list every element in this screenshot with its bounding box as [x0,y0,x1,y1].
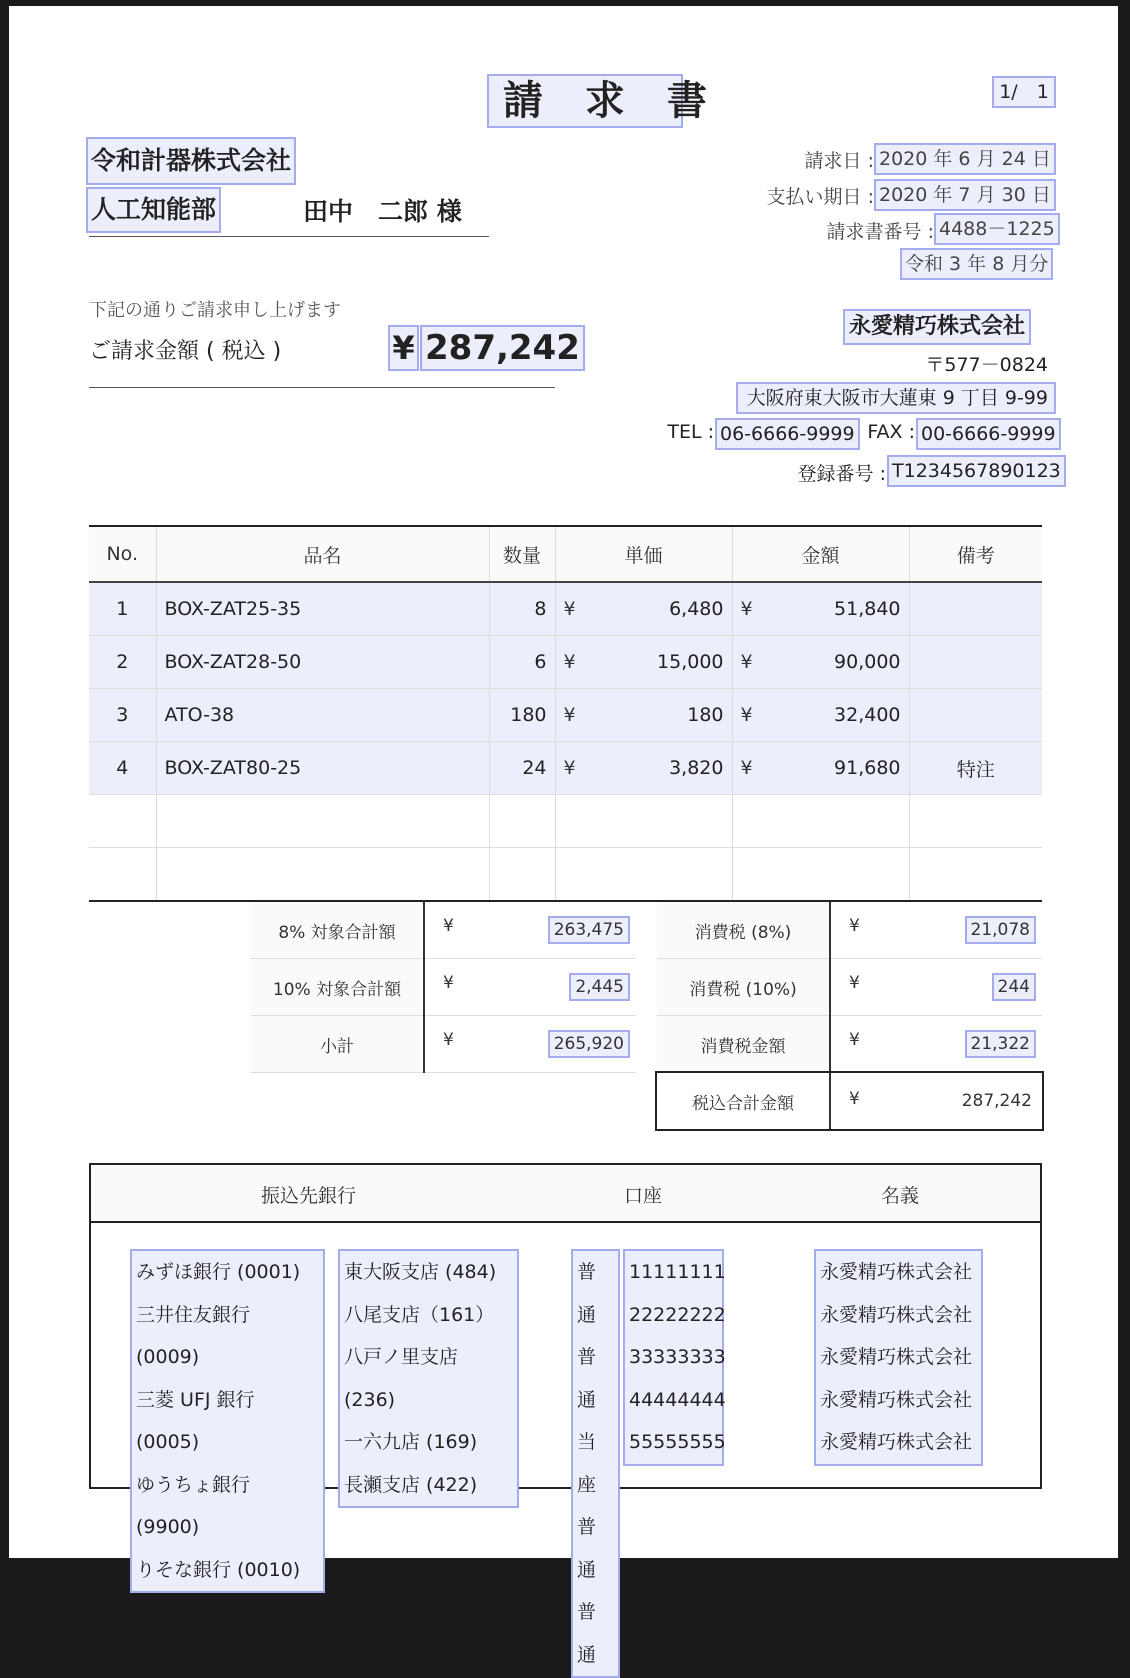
row-qty: 6 [489,636,555,689]
account-number: 44444444 [629,1388,726,1411]
row-amount-value: 32,400 [834,704,901,726]
bank-branch: 八尾支店（161） [344,1303,495,1326]
bank-header-account: 口座 [624,1185,663,1207]
account-holder: 永愛精巧株式会社 [820,1346,973,1368]
summary-row [251,1016,636,1073]
recipient-person: 田中 二郎 様 [303,197,462,226]
header-no: No. [89,526,156,582]
row-amount-value: 90,000 [834,651,901,673]
row-no: 4 [89,742,156,795]
row-name: BOX-ZAT80-25 [156,742,489,795]
account-number: 22222222 [629,1303,726,1326]
summary-label: 8% 対象合計額 [251,902,424,959]
account-number: 11111111 [629,1261,726,1283]
row-amount-value: 91,680 [834,757,901,779]
table-row [89,689,1042,742]
yen-mark: ¥ [740,598,753,620]
row-no: 2 [89,636,156,689]
bank-branch: 一六九店 (169) [344,1431,478,1453]
bank-names [130,1249,325,1593]
row-qty: 180 [489,689,555,742]
row-price-value: 15,000 [657,651,724,673]
bank-header-bank: 振込先銀行 [261,1185,357,1207]
yen-mark: ¥ [563,757,576,779]
bank-branches [338,1249,519,1508]
account-number: 55555555 [629,1431,726,1453]
bank-name: ゆうちょ銀行 (9900) [136,1473,251,1538]
due-date: 2020 年 7 月 30 日 [874,179,1056,211]
issuer-fax: 00-6666-9999 [916,418,1061,450]
summary-row [251,959,636,1016]
account-holder: 永愛精巧株式会社 [820,1388,973,1411]
row-amount [732,689,909,742]
account-holder: 永愛精巧株式会社 [820,1431,973,1453]
yen-mark: ¥ [849,916,860,936]
invoice-number-label: 請求書番号 : [826,221,934,243]
summary-value [830,959,1042,1016]
row-qty: 24 [489,742,555,795]
header-unit-price: 単価 [555,526,732,582]
row-name: ATO-38 [156,689,489,742]
items-header-row [89,526,1042,582]
row-price [555,636,732,689]
summary-label: 10% 対象合計額 [251,959,424,1016]
yen-mark: ¥ [443,1030,454,1050]
bank-name: みずほ銀行 (0001) [136,1261,301,1283]
bank-branch: 東大阪支店 (484) [344,1261,497,1283]
account-type: 普通 [577,1516,597,1581]
summary-value [424,902,636,959]
row-amount-value: 51,840 [834,598,901,620]
row-price-value: 180 [687,704,724,726]
bank-name: りそな銀行 (0010) [136,1558,301,1581]
grand-total-label: 税込合計金額 [657,1073,830,1130]
row-amount [732,636,909,689]
account-number: 33333333 [629,1346,726,1368]
table-row [89,742,1042,795]
tax-table [657,902,1042,1129]
row-price [555,689,732,742]
invoice-number: 4488－1225 [934,213,1060,245]
bank-branch: 長瀬支店 (422) [344,1473,478,1496]
bank-header [91,1165,1040,1223]
account-types [571,1249,620,1678]
account-type: 普通 [577,1601,597,1666]
account-type: 当座 [577,1431,597,1496]
page-number: 1/ 1 [992,76,1056,108]
summary-value [830,1016,1042,1073]
billing-period: 令和 3 年 8 月分 [900,248,1053,280]
summary-amount: 21,078 [965,916,1036,944]
yen-mark: ¥ [563,598,576,620]
row-qty: 8 [489,582,555,636]
row-no: 1 [89,582,156,636]
yen-mark: ¥ [740,651,753,673]
row-amount [732,742,909,795]
summary-value [830,902,1042,959]
header-name: 品名 [156,526,489,582]
summary-row [657,959,1042,1016]
fax-label: FAX : [867,421,915,443]
subtotal-table [251,902,636,1073]
summary-label: 小計 [251,1016,424,1073]
bank-name: 三菱 UFJ 銀行 (0005) [136,1388,255,1453]
header-amount: 金額 [732,526,909,582]
registration-number: T1234567890123 [887,455,1066,487]
summary-amount: 21,322 [965,1030,1036,1058]
summary-amount: 244 [992,973,1036,1001]
yen-mark: ¥ [849,973,860,993]
summary-amount: 2,445 [569,973,630,1001]
yen-mark: ¥ [849,1089,860,1109]
row-price [555,582,732,636]
invoice-date: 2020 年 6 月 24 日 [874,143,1056,175]
tel-label: TEL : [667,421,714,443]
header-note: 備考 [909,526,1042,582]
yen-mark: ¥ [740,704,753,726]
row-note: 特注 [909,742,1042,795]
summary-label: 消費税 (8%) [657,902,830,959]
amount-yen: ¥ [388,325,419,371]
amount-underline [89,387,555,388]
amount-total: 287,242 [420,325,585,371]
row-name: BOX-ZAT25-35 [156,582,489,636]
account-holder: 永愛精巧株式会社 [820,1261,973,1283]
row-amount [732,582,909,636]
due-date-label: 支払い期日 : [766,186,874,208]
table-row [89,582,1042,636]
issuer-tel: 06-6666-9999 [715,418,860,450]
summary-value [424,959,636,1016]
summary-row [657,1016,1042,1073]
table-row-empty [89,795,1042,848]
bank-header-holder: 名義 [881,1185,920,1207]
account-holder: 永愛精巧株式会社 [820,1303,973,1326]
yen-mark: ¥ [443,916,454,936]
amount-label: ご請求金額 ( 税込 ) [89,339,282,364]
row-price-value: 3,820 [669,757,724,779]
yen-mark: ¥ [563,704,576,726]
table-row [89,636,1042,689]
recipient-underline [89,236,489,237]
account-holders [814,1249,983,1466]
table-row-empty [89,848,1042,902]
yen-mark: ¥ [740,757,753,779]
account-type: 普通 [577,1346,597,1411]
summary-label: 消費税金額 [657,1016,830,1073]
row-no: 3 [89,689,156,742]
row-name: BOX-ZAT28-50 [156,636,489,689]
summary-row [251,902,636,959]
row-price [555,742,732,795]
grand-total-amount: 287,242 [961,1091,1032,1111]
summary-amount: 263,475 [548,916,630,944]
yen-mark: ¥ [563,651,576,673]
account-type: 普通 [577,1261,597,1326]
row-price-value: 6,480 [669,598,724,620]
summary-row [657,902,1042,959]
row-note [909,689,1042,742]
bank-branch: 八戸ノ里支店 (236) [344,1346,459,1411]
grand-total-row [657,1073,1042,1130]
document-title: 請 求 書 [487,74,683,128]
yen-mark: ¥ [443,973,454,993]
account-numbers [623,1249,724,1466]
registration-label: 登録番号 : [797,463,886,485]
issuer-postal: 〒577－0824 [925,354,1048,376]
recipient-company: 令和計器株式会社 [86,137,296,185]
row-note [909,636,1042,689]
summary-amount: 265,920 [548,1030,630,1058]
issuer-address: 大阪府東大阪市大蓮東 9 丁目 9-99 [736,382,1056,414]
header-qty: 数量 [489,526,555,582]
grand-total-value [830,1073,1042,1130]
yen-mark: ¥ [849,1030,860,1050]
bank-name: 三井住友銀行 (0009) [136,1303,251,1368]
items-table [89,525,1042,902]
invoice-date-label: 請求日 : [804,150,874,172]
issuer-company: 永愛精巧株式会社 [843,309,1031,345]
summary-label: 消費税 (10%) [657,959,830,1016]
summary-value [424,1016,636,1073]
row-note [909,582,1042,636]
amount-intro: 下記の通りご請求申し上げます [89,300,341,321]
recipient-department: 人工知能部 [86,187,221,233]
